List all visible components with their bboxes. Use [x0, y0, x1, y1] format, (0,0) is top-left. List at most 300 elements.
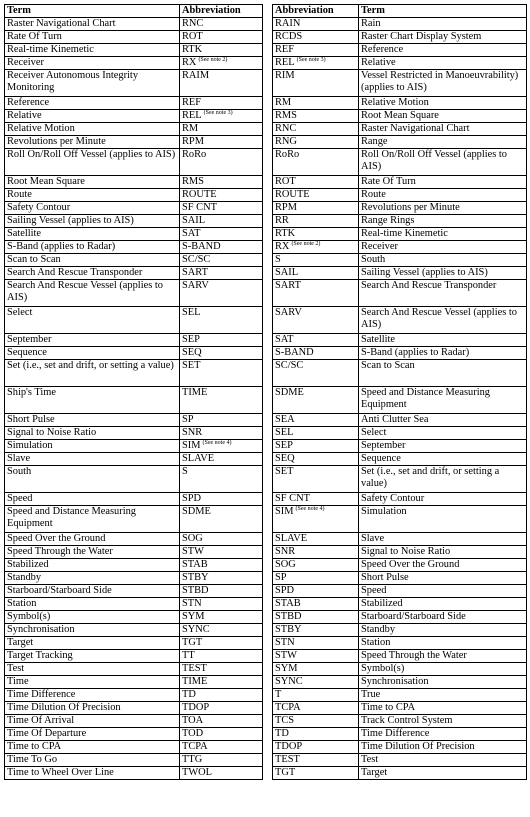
abbreviation-text: SEL: [275, 427, 294, 438]
term-text: Speed: [7, 493, 33, 504]
term-cell: [359, 110, 527, 123]
term-cell: [5, 427, 180, 440]
table-row: [5, 347, 263, 360]
term-text: Signal to Noise Ratio: [7, 427, 97, 438]
term-text: Time: [7, 676, 29, 687]
term-text: Real-time Kinemetic: [7, 44, 94, 55]
table-row: [5, 414, 263, 427]
abbreviation-text: SLAVE: [275, 533, 308, 544]
term-cell: [359, 387, 527, 414]
table-row: [5, 453, 263, 466]
abbreviation-cell: [180, 663, 263, 676]
footnote-reference: (See note 3): [296, 56, 326, 63]
table-row: [273, 18, 527, 31]
term-text: Relative Motion: [7, 123, 75, 134]
abbreviation-text: RM: [182, 123, 199, 134]
term-text: Revolutions per Minute: [7, 136, 106, 147]
term-text: Rain: [361, 18, 381, 29]
abbreviation-text: TEST: [275, 754, 300, 765]
term-text: Test: [7, 663, 25, 674]
abbreviation-cell: [273, 767, 359, 780]
abbreviation-cell: [273, 689, 359, 702]
term-text: Speed Through the Water: [7, 546, 113, 557]
abbreviation-cell: [180, 715, 263, 728]
abbreviation-text: SNR: [275, 546, 296, 557]
term-text: Safety Contour: [7, 202, 71, 213]
abbreviation-text: SEP: [275, 440, 293, 451]
abbreviation-cell: [180, 202, 263, 215]
term-cell: [5, 228, 180, 241]
abbreviation-cell: [273, 280, 359, 307]
abbreviation-text: TCS: [275, 715, 295, 726]
abbreviation-cell: [180, 334, 263, 347]
term-text: Sequence: [361, 453, 401, 464]
abbreviation-cell: [180, 360, 263, 387]
abbreviation-cell: [273, 189, 359, 202]
abbreviation-cell: [273, 70, 359, 97]
term-text: Search And Rescue Transponder: [361, 280, 497, 291]
abbreviation-cell: [273, 754, 359, 767]
term-text: Ship's Time: [7, 387, 56, 398]
term-text: Range Rings: [361, 215, 415, 226]
table-row: [273, 546, 527, 559]
abbreviation-text: RAIM: [182, 70, 210, 81]
term-text: Speed Over the Ground: [361, 559, 460, 570]
term-cell: [359, 676, 527, 689]
term-text: Raster Navigational Chart: [7, 18, 116, 29]
table-row: [5, 689, 263, 702]
term-cell: [5, 650, 180, 663]
table-row: [273, 741, 527, 754]
abbreviation-text: SLAVE: [182, 453, 215, 464]
term-text: Speed and Distance Measuring Equipment: [7, 506, 136, 529]
abbreviation-cell: [273, 650, 359, 663]
abbreviation-cell: [273, 493, 359, 506]
table-row: [273, 715, 527, 728]
term-cell: [359, 637, 527, 650]
term-text: Time to CPA: [361, 702, 416, 713]
abbreviation-text: SOG: [275, 559, 296, 570]
table-row: [273, 387, 527, 414]
abbreviation-text: REL: [182, 110, 202, 121]
term-text: Roll On/Roll Off Vessel (applies to AIS): [7, 149, 176, 160]
term-text: Speed and Distance Measuring Equipment: [361, 387, 490, 410]
term-cell: [5, 307, 180, 334]
footnote-reference: (See note 4): [295, 505, 325, 512]
abbreviation-cell: [273, 241, 359, 254]
term-cell: [359, 572, 527, 585]
term-text: Sailing Vessel (applies to AIS): [7, 215, 134, 226]
abbreviation-cell: [273, 387, 359, 414]
term-text: Test: [361, 754, 379, 765]
term-text: Standby: [7, 572, 42, 583]
table-row: [5, 702, 263, 715]
abbreviation-cell: [180, 689, 263, 702]
table-row: [5, 97, 263, 110]
term-cell: [359, 57, 527, 70]
abbreviation-cell: [273, 254, 359, 267]
table-row: [273, 728, 527, 741]
term-text: Slave: [361, 533, 385, 544]
term-text: Time to CPA: [7, 741, 62, 752]
term-text: Simulation: [7, 440, 53, 451]
abbreviation-cell: [273, 676, 359, 689]
abbreviation-text: RoRo: [182, 149, 207, 160]
term-text: South: [361, 254, 386, 265]
abbreviation-cell: [180, 533, 263, 546]
term-cell: [5, 18, 180, 31]
term-text: True: [361, 689, 381, 700]
table-row: [273, 189, 527, 202]
term-cell: [5, 741, 180, 754]
term-text: Time Dilution Of Precision: [7, 702, 121, 713]
abbreviation-text: SPD: [182, 493, 202, 504]
table-row: [273, 611, 527, 624]
abbreviation-text: SET: [182, 360, 201, 371]
abbreviation-cell: [273, 741, 359, 754]
term-cell: [359, 493, 527, 506]
term-text: Simulation: [361, 506, 407, 517]
term-cell: [359, 360, 527, 387]
term-cell: [5, 767, 180, 780]
abbreviation-text: TIME: [182, 676, 208, 687]
abbreviation-cell: [180, 611, 263, 624]
abbreviation-text: STAB: [182, 559, 208, 570]
term-text: Time Of Departure: [7, 728, 87, 739]
abbreviation-cell: [273, 215, 359, 228]
abbreviation-cell: [180, 70, 263, 97]
table-row: [5, 676, 263, 689]
abbreviation-cell: [180, 650, 263, 663]
abbreviation-text: STBD: [275, 611, 302, 622]
term-cell: [359, 689, 527, 702]
abbreviation-text: SP: [182, 414, 194, 425]
table-row: [273, 598, 527, 611]
term-cell: [5, 254, 180, 267]
table-row: [273, 466, 527, 493]
term-cell: [359, 347, 527, 360]
term-text: Sailing Vessel (applies to AIS): [361, 267, 488, 278]
term-cell: [359, 585, 527, 598]
abbreviation-cell: [273, 176, 359, 189]
table-row: [273, 559, 527, 572]
term-text: Route: [361, 189, 386, 200]
table-row: [273, 280, 527, 307]
term-text: Route: [7, 189, 32, 200]
term-text: Stabilized: [7, 559, 49, 570]
table-row: [5, 533, 263, 546]
abbreviation-cell: [273, 427, 359, 440]
term-text: Speed Through the Water: [361, 650, 467, 661]
table-row: [5, 280, 263, 307]
table-row: [5, 123, 263, 136]
term-cell: [5, 97, 180, 110]
abbreviation-cell: [180, 123, 263, 136]
abbreviation-cell: [273, 559, 359, 572]
table-row: [5, 44, 263, 57]
abbreviation-cell: [180, 97, 263, 110]
abbreviation-text: SF CNT: [182, 202, 217, 213]
term-cell: [5, 347, 180, 360]
abbreviation-text: SNR: [182, 427, 203, 438]
term-cell: [5, 611, 180, 624]
abbreviation-text: SPD: [275, 585, 295, 596]
abbreviation-text: SYM: [182, 611, 205, 622]
abbreviation-text: STBD: [182, 585, 209, 596]
abbreviation-cell: [273, 728, 359, 741]
abbreviation-text: SEQ: [182, 347, 202, 358]
term-text: Roll On/Roll Off Vessel (applies to AIS): [361, 149, 507, 172]
abbreviation-text: SC/SC: [182, 254, 211, 265]
term-text: Time to Wheel Over Line: [7, 767, 114, 778]
abbreviation-text: RX: [275, 241, 290, 252]
abbreviation-text: ROUTE: [182, 189, 217, 200]
term-text: Receiver Autonomous Integrity Monitoring: [7, 70, 139, 93]
table-row: [5, 110, 263, 123]
table-row: [273, 493, 527, 506]
term-text: Stabilized: [361, 598, 403, 609]
term-text: Scan to Scan: [361, 360, 415, 371]
abbreviation-text: TGT: [275, 767, 296, 778]
term-cell: [5, 663, 180, 676]
table-row: [5, 18, 263, 31]
table-row: [273, 334, 527, 347]
abbreviation-cell: [180, 347, 263, 360]
abbreviation-cell: [273, 453, 359, 466]
abbreviation-cell: [273, 267, 359, 280]
abbreviation-cell: [273, 572, 359, 585]
term-text: Starboard/Starboard Side: [7, 585, 112, 596]
table-row: [273, 427, 527, 440]
table-row: [5, 663, 263, 676]
table-row: [5, 546, 263, 559]
abbreviation-cell: [180, 267, 263, 280]
abbreviation-text: RIM: [275, 70, 295, 81]
term-cell: [359, 136, 527, 149]
term-cell: [5, 689, 180, 702]
term-cell: [5, 136, 180, 149]
term-text: Speed Over the Ground: [7, 533, 106, 544]
term-cell: [5, 334, 180, 347]
table-row: [5, 307, 263, 334]
term-cell: [359, 466, 527, 493]
term-text: Reference: [7, 97, 50, 108]
abbreviation-text: TIME: [182, 387, 208, 398]
abbreviation-cell: [273, 110, 359, 123]
table-row: [5, 466, 263, 493]
header-term: Term: [5, 5, 180, 18]
abbreviation-cell: [273, 347, 359, 360]
table-row: [5, 506, 263, 533]
table-row: [273, 136, 527, 149]
abbreviation-cell: [273, 228, 359, 241]
term-text: Search And Rescue Transponder: [7, 267, 143, 278]
term-cell: [359, 334, 527, 347]
table-row: [5, 572, 263, 585]
abbreviation-cell: [180, 598, 263, 611]
table-row: [5, 650, 263, 663]
term-cell: [359, 44, 527, 57]
abbreviation-cell: [273, 506, 359, 533]
abbreviation-text: RNC: [275, 123, 297, 134]
table-row: [5, 176, 263, 189]
term-text: Raster Chart Display System: [361, 31, 482, 42]
term-cell: [5, 453, 180, 466]
term-text: Satellite: [7, 228, 42, 239]
abbreviation-text: SEL: [182, 307, 201, 318]
term-cell: [5, 70, 180, 97]
table-row: [273, 506, 527, 533]
table-row: [273, 31, 527, 44]
term-text: Speed: [361, 585, 387, 596]
term-text: Raster Navigational Chart: [361, 123, 470, 134]
abbreviation-text: REF: [275, 44, 295, 55]
term-cell: [5, 414, 180, 427]
table-row: [5, 611, 263, 624]
term-text: Safety Contour: [361, 493, 425, 504]
table-row: [5, 728, 263, 741]
term-cell: [359, 546, 527, 559]
table-row: [273, 533, 527, 546]
header-row: [273, 5, 527, 18]
abbreviation-cell: [273, 598, 359, 611]
abbreviation-cell: [180, 241, 263, 254]
abbreviation-text: REF: [182, 97, 202, 108]
table-row: [5, 637, 263, 650]
table-row: [273, 241, 527, 254]
table-row: [273, 70, 527, 97]
term-cell: [5, 676, 180, 689]
term-cell: [359, 728, 527, 741]
term-text: Target: [361, 767, 388, 778]
abbreviation-text: S-BAND: [182, 241, 221, 252]
abbreviation-cell: [180, 702, 263, 715]
abbreviation-text: RAIN: [275, 18, 301, 29]
abbreviation-cell: [273, 663, 359, 676]
abbreviation-cell: [180, 767, 263, 780]
term-text: Select: [361, 427, 387, 438]
term-text: Receiver: [361, 241, 398, 252]
abbreviation-text: SAIL: [182, 215, 206, 226]
term-cell: [359, 307, 527, 334]
abbreviation-text: SYM: [275, 663, 298, 674]
table-row: [273, 702, 527, 715]
term-cell: [5, 387, 180, 414]
table-row: [273, 149, 527, 176]
term-text: Search And Rescue Vessel (applies to AIS): [361, 307, 517, 330]
term-text: Rate Of Turn: [7, 31, 62, 42]
footnote-reference: (See note 2): [291, 240, 321, 247]
abbreviation-cell: [180, 637, 263, 650]
table-row: [273, 202, 527, 215]
term-text: S-Band (applies to Radar): [7, 241, 116, 252]
abbreviation-cell: [180, 572, 263, 585]
abbreviation-cell: [180, 559, 263, 572]
table-row: [5, 136, 263, 149]
term-text: Slave: [7, 453, 31, 464]
abbreviation-cell: [273, 136, 359, 149]
abbreviation-cell: [273, 149, 359, 176]
abbreviation-text: SOG: [182, 533, 203, 544]
table-row: [5, 57, 263, 70]
abbreviation-cell: [180, 728, 263, 741]
abbreviation-text: RTK: [182, 44, 203, 55]
term-text: Time Difference: [7, 689, 76, 700]
term-cell: [359, 598, 527, 611]
table-row: [5, 493, 263, 506]
table-row: [5, 585, 263, 598]
term-cell: [5, 440, 180, 453]
term-cell: [359, 241, 527, 254]
abbreviation-cell: [180, 754, 263, 767]
term-cell: [5, 31, 180, 44]
table-row: [5, 598, 263, 611]
abbreviation-text: RMS: [275, 110, 297, 121]
term-cell: [359, 754, 527, 767]
abbreviation-cell: [180, 136, 263, 149]
term-cell: [5, 728, 180, 741]
abbreviation-text: S: [275, 254, 281, 265]
abbreviation-cell: [180, 585, 263, 598]
abbreviation-cell: [180, 506, 263, 533]
abbreviation-text: RNG: [275, 136, 297, 147]
abbreviation-cell: [273, 97, 359, 110]
term-cell: [359, 767, 527, 780]
term-cell: [359, 611, 527, 624]
abbreviation-text: STW: [182, 546, 204, 557]
abbreviation-text: SF CNT: [275, 493, 310, 504]
abbreviation-text: SET: [275, 466, 294, 477]
table-row: [5, 715, 263, 728]
term-cell: [5, 493, 180, 506]
abbreviation-text: STAB: [275, 598, 301, 609]
abbreviation-cell: [180, 624, 263, 637]
term-text: Target Tracking: [7, 650, 73, 661]
abbreviation-cell: [180, 18, 263, 31]
term-text: September: [7, 334, 52, 345]
table-row: [5, 149, 263, 176]
term-text: Satellite: [361, 334, 396, 345]
term-text: Rate Of Turn: [361, 176, 416, 187]
term-cell: [359, 123, 527, 136]
abbreviation-text: RX: [182, 57, 197, 68]
abbreviation-text: RPM: [182, 136, 204, 147]
abbreviation-text: RNC: [182, 18, 204, 29]
header-term: Term: [359, 5, 527, 18]
abbreviation-text: SARV: [275, 307, 302, 318]
abbreviation-text: TTG: [182, 754, 203, 765]
term-text: Receiver: [7, 57, 44, 68]
table-row: [273, 267, 527, 280]
abbreviation-cell: [273, 31, 359, 44]
term-cell: [359, 254, 527, 267]
term-cell: [359, 176, 527, 189]
abbreviation-cell: [273, 334, 359, 347]
abbreviation-text: SIM: [182, 440, 201, 451]
term-cell: [359, 650, 527, 663]
term-text: Target: [7, 637, 34, 648]
term-text: Symbol(s): [7, 611, 51, 622]
abbreviation-cell: [180, 189, 263, 202]
term-cell: [5, 598, 180, 611]
term-cell: [5, 110, 180, 123]
term-cell: [5, 280, 180, 307]
term-cell: [5, 241, 180, 254]
table-row: [273, 754, 527, 767]
abbreviation-text: TOD: [182, 728, 204, 739]
table-row: [273, 663, 527, 676]
term-text: Reference: [361, 44, 404, 55]
